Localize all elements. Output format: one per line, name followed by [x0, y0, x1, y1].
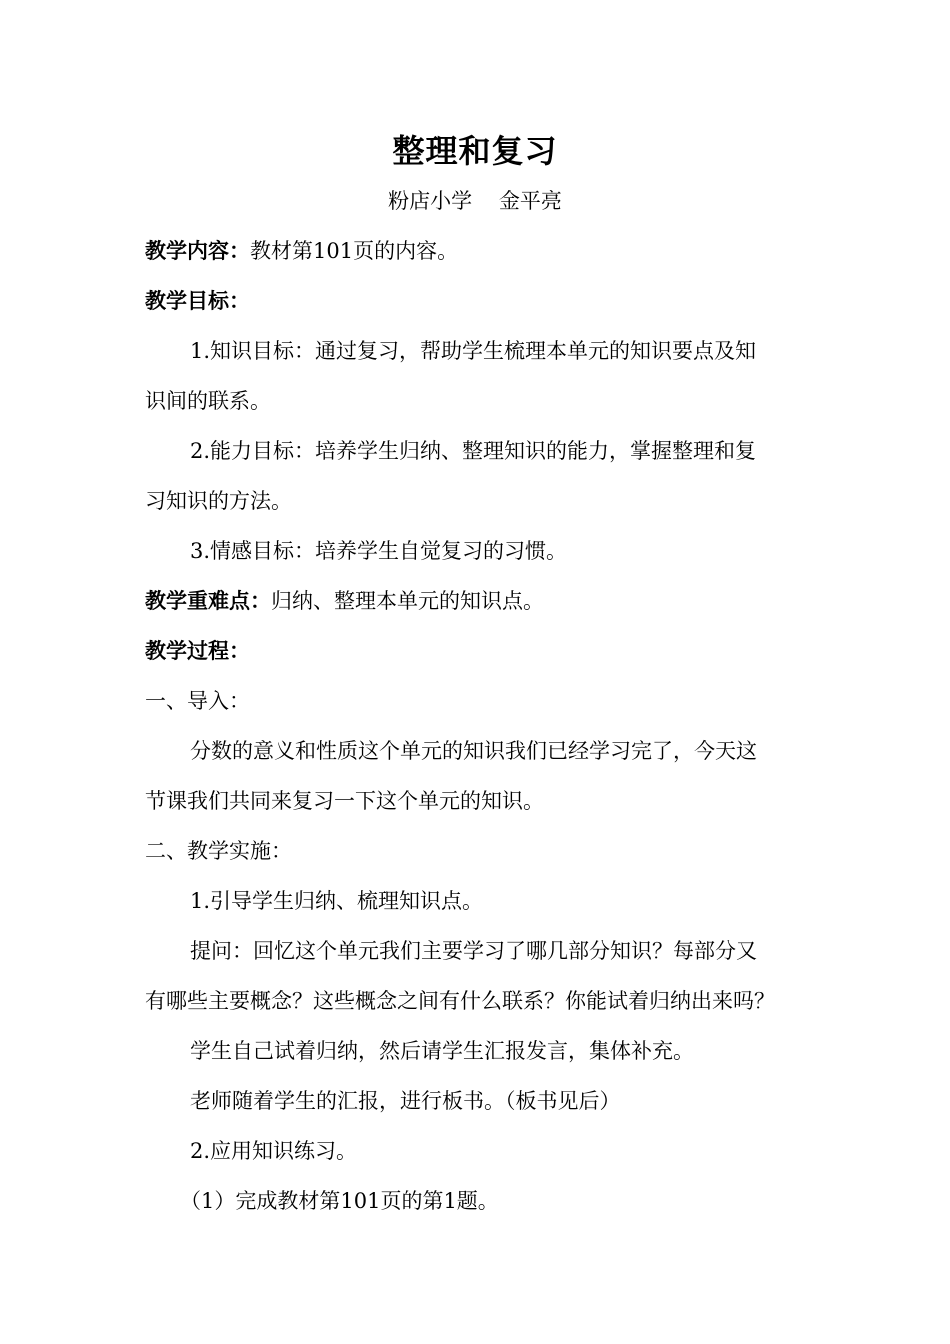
step-2: 2.应用知识练习。 [190, 1139, 358, 1163]
goal-1-line-1: 1.知识目标：通过复习，帮助学生梳理本单元的知识要点及知 [190, 339, 757, 363]
section-1-heading: 一、导入： [145, 689, 250, 713]
question-line-1: 提问：回忆这个单元我们主要学习了哪几部分知识？每部分又 [190, 939, 757, 963]
teaching-content-label: 教学内容： [145, 239, 250, 263]
section-2-heading: 二、教学实施： [145, 839, 292, 863]
question-line-2: 有哪些主要概念？这些概念之间有什么联系？你能试着归纳出来吗？ [145, 989, 775, 1013]
teaching-process-heading: 教学过程： [145, 639, 250, 663]
teacher-board: 老师随着学生的汇报，进行板书。（板书见后） [190, 1089, 621, 1113]
student-report: 学生自己试着归纳，然后请学生汇报发言，集体补充。 [190, 1039, 694, 1063]
exercise-1: （1）完成教材第101页的第1题。 [180, 1189, 499, 1213]
intro-line-1: 分数的意义和性质这个单元的知识我们已经学习完了，今天这 [190, 739, 757, 763]
goal-1-line-2: 识间的联系。 [145, 389, 271, 413]
teaching-goals-heading: 教学目标： [145, 289, 250, 313]
document-title: 整理和复习 [392, 132, 558, 170]
intro-line-2: 节课我们共同来复习一下这个单元的知识。 [145, 789, 544, 813]
goal-3: 3.情感目标：培养学生自觉复习的习惯。 [190, 539, 568, 563]
author-line: 粉店小学 金平亮 [388, 189, 562, 213]
key-points-text: 归纳、整理本单元的知识点。 [271, 589, 544, 613]
goal-2-line-1: 2.能力目标：培养学生归纳、整理知识的能力，掌握整理和复 [190, 439, 757, 463]
teaching-content-text: 教材第101页的内容。 [250, 239, 459, 263]
key-points [145, 584, 544, 618]
teaching-content [145, 234, 458, 268]
key-points-label: 教学重难点： [145, 589, 271, 613]
step-1: 1.引导学生归纳、梳理知识点。 [190, 889, 484, 913]
goal-2-line-2: 习知识的方法。 [145, 489, 292, 513]
